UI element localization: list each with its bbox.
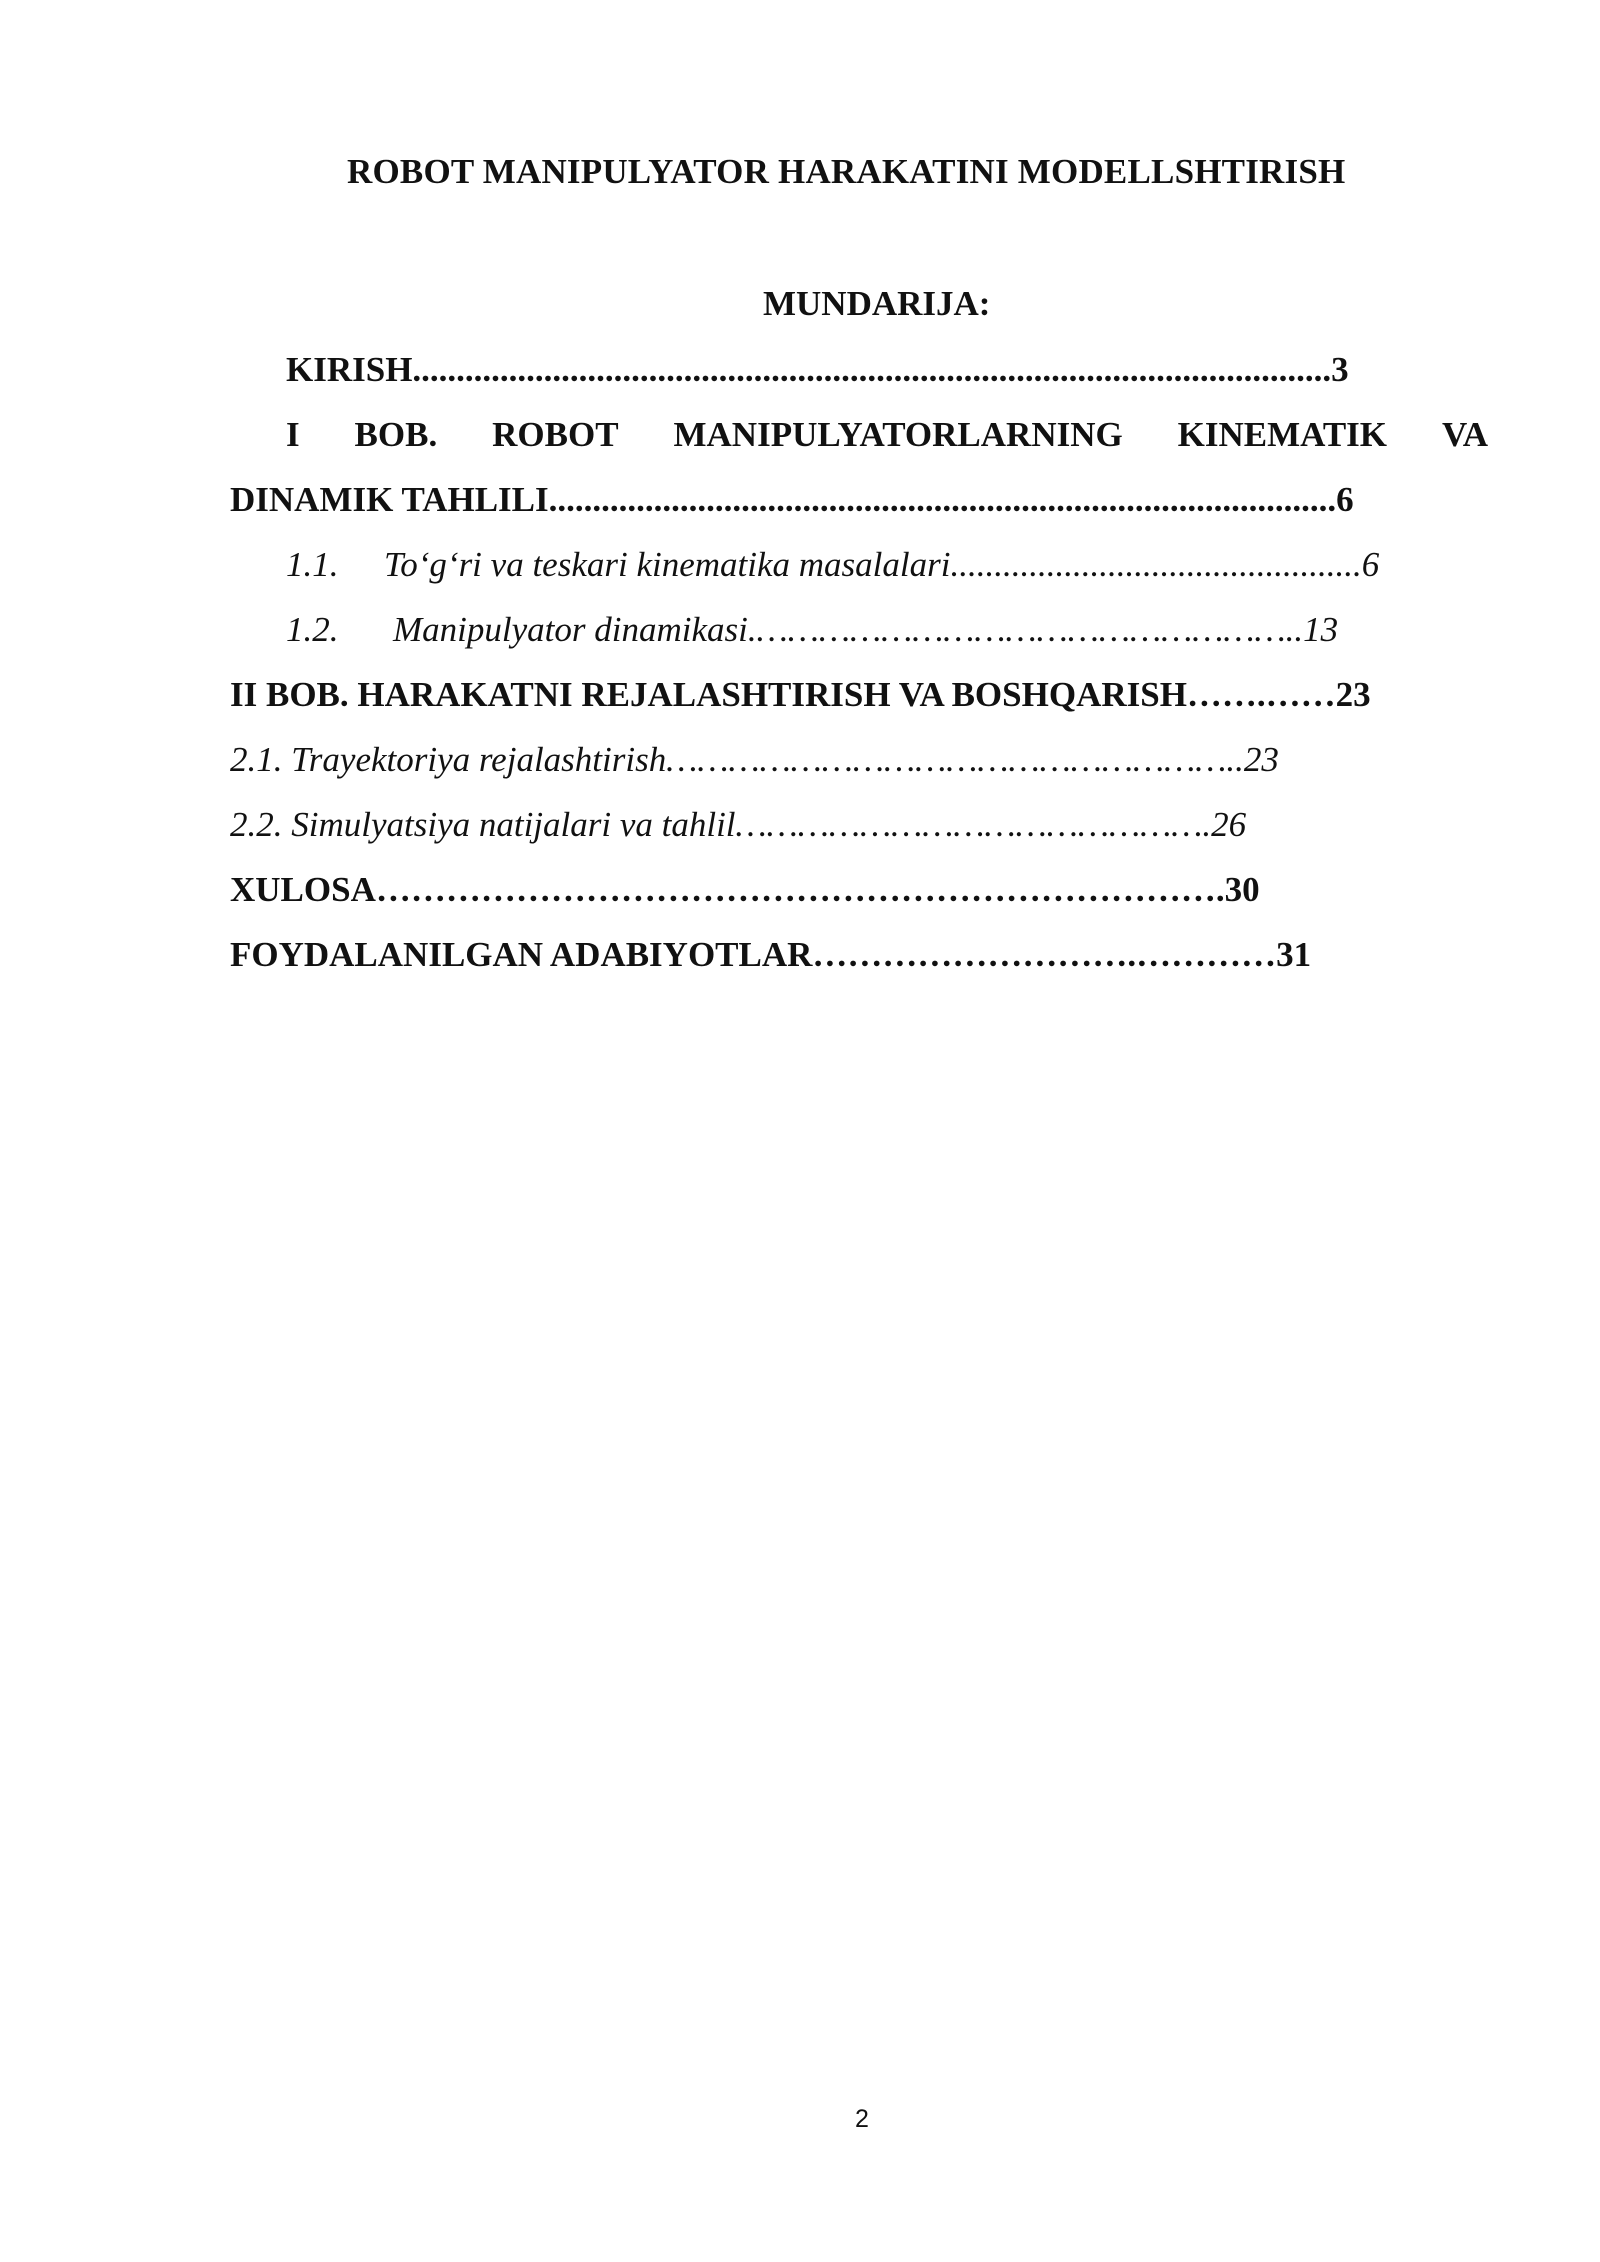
- toc-word: MANIPULYATORLARNING: [673, 415, 1123, 454]
- toc-entry-section-2-2[interactable]: 2.2. Simulyatsiya natijalari va tahlil……………………………………….26: [230, 805, 1247, 844]
- toc-entry-chapter1-line1[interactable]: [230, 415, 1488, 455]
- toc-entry-chapter1-line2[interactable]: DINAMIK TAHLILI..........................................................................................6: [230, 480, 1354, 519]
- section-title: To‘g‘ri va teskari kinematika masalalari...............................................6: [384, 545, 1380, 584]
- page-number: 2: [855, 2105, 869, 2133]
- section-number: 1.1.: [286, 545, 339, 584]
- toc-word: VA: [1441, 415, 1488, 454]
- toc-entry-chapter2[interactable]: II BOB. HARAKATNI REJALASHTIRISH VA BOSHQARISH…….……23: [230, 675, 1371, 714]
- toc-word: ROBOT: [492, 415, 619, 454]
- toc-entry-conclusion[interactable]: XULOSA……………………………………………………………….30: [230, 870, 1260, 909]
- document-title: ROBOT MANIPULYATOR HARAKATINI MODELLSHTIRISH: [347, 152, 1346, 191]
- toc-word: BOB.: [354, 415, 438, 454]
- section-number: 1.2.: [286, 610, 339, 649]
- toc-word: KINEMATIK: [1177, 415, 1388, 454]
- toc-entry-section-1-2[interactable]: [286, 610, 1338, 650]
- toc-word: I: [286, 415, 300, 454]
- toc-entry-intro[interactable]: KIRISH.........................................................................................................3: [286, 350, 1349, 389]
- toc-entry-section-2-1[interactable]: 2.1. Trayektoriya rejalashtirish………………………………………………..23: [230, 740, 1279, 779]
- toc-entry-references[interactable]: FOYDALANILGAN ADABIYOTLAR……………………….…………31: [230, 935, 1312, 974]
- section-title: Manipulyator dinamikasi.……………………………………………..13: [393, 610, 1339, 649]
- toc-heading: MUNDARIJA:: [763, 284, 991, 323]
- toc-entry-section-1-1[interactable]: [286, 545, 1379, 585]
